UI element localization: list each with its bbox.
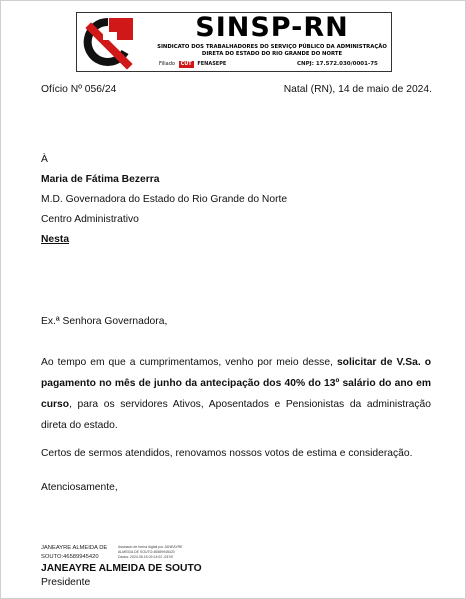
recipient-city: Nesta: [41, 234, 70, 245]
org-full-name-line2: DIRETA DO ESTADO DO RIO GRANDE DO NORTE: [201, 51, 343, 57]
paragraph-closing: Certos de sermos atendidos, renovamos nossos votos de estima e consideração.: [41, 448, 413, 459]
letter-date: Natal (RN), 14 de maio de 2024.: [283, 84, 432, 95]
stamp-line2: ALMEIDA DE SOUTO:46589945420: [118, 550, 175, 554]
fenasepe-label: FENASEPE: [197, 61, 227, 67]
recipient-prefix: À: [41, 154, 48, 165]
org-full-name-line1: SINDICATO DOS TRABALHADORES DO SERVIÇO PÚBLICO DA ADMINISTRAÇÃO: [157, 44, 387, 50]
affiliation: [159, 59, 226, 69]
digital-signature-stamp: [118, 545, 208, 560]
salutation: Ex.ª Senhora Governadora,: [41, 316, 168, 327]
recipient-title: M.D. Governadora do Estado do Rio Grande do Norte: [41, 194, 288, 205]
digital-signature-name-line1: JANEAYRE ALMEIDA DE: [41, 545, 108, 551]
paragraph-request: [41, 352, 431, 436]
recipient-place: Centro Administrativo: [41, 214, 139, 225]
letterhead: [76, 12, 392, 72]
sinsp-logo-icon: [79, 14, 135, 70]
cnpj: CNPJ: 17.572.030/0001-75: [297, 61, 378, 67]
stamp-line3: Dados: 2024.05.15 09:14:02 -03'00': [118, 555, 174, 559]
closing: Atenciosamente,: [41, 482, 118, 493]
signer-role: Presidente: [41, 577, 91, 588]
digital-signature-name-line2: SOUTO:46589945420: [41, 554, 99, 560]
recipient-name: Maria de Fátima Bezerra: [41, 174, 160, 185]
stamp-line1: Assinado de forma digital por JANEAYRE: [118, 545, 183, 549]
affiliation-prefix: Filiado: [159, 61, 175, 67]
paragraph-request-end: , para os servidores Ativos, Aposentados e Pensionistas da administração direta do estado.: [41, 399, 431, 431]
digital-signature-name: [41, 544, 121, 562]
paragraph-request-intro: Ao tempo em que a cumprimentamos, venho por meio desse,: [41, 357, 337, 368]
letter-reference: Ofício Nº 056/24: [41, 84, 117, 95]
signer-name: JANEAYRE ALMEIDA DE SOUTO: [41, 563, 202, 574]
org-name: SINSP-RN: [195, 12, 349, 43]
paragraph-request-highlight: solicitar de V.Sa. o pagamento no mês de junho da antecipação dos 40% do 13º salário do ano em curso: [41, 357, 431, 410]
cut-badge: CUT: [180, 61, 192, 67]
